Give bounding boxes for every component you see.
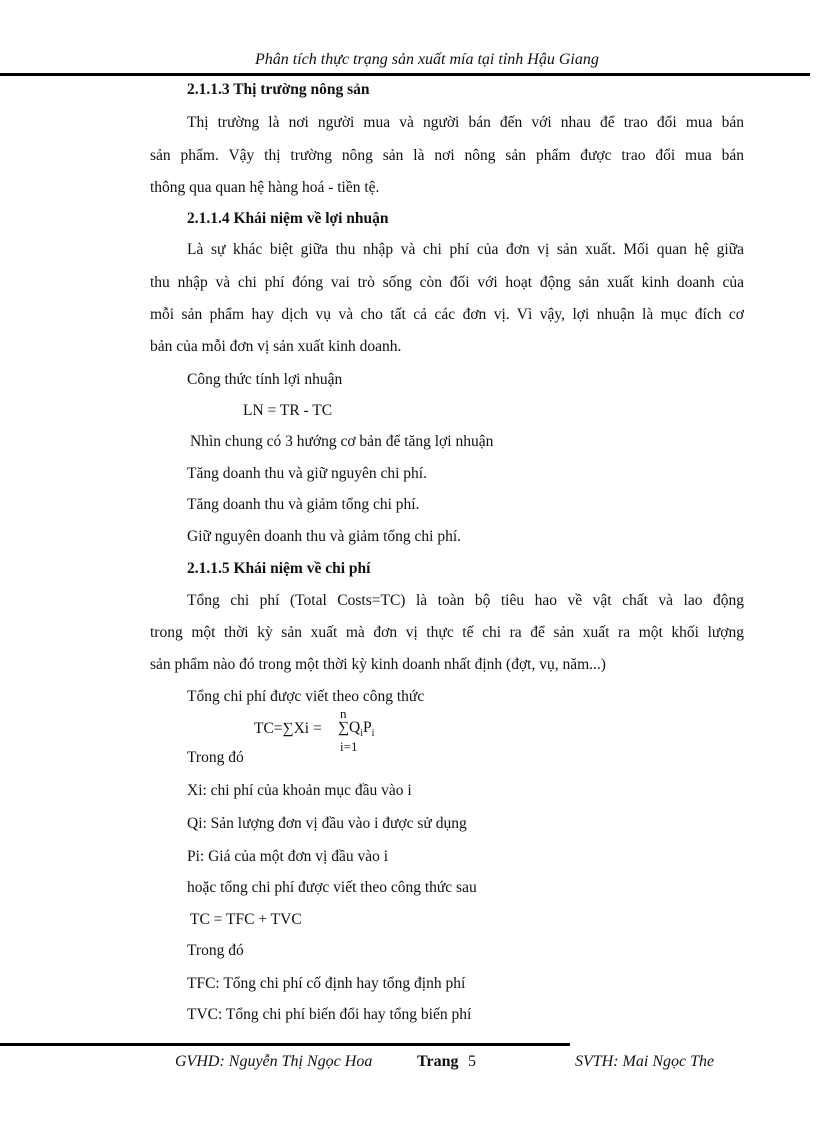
alt-cost-formula: TC = TFC + TVC [190, 911, 302, 928]
profit-formula: LN = TR - TC [243, 402, 333, 419]
definition-item: Xi: chi phí của khoản mục đầu vào i [187, 782, 412, 799]
header-divider [0, 73, 810, 76]
paragraph-line: trong một thời kỳ sản xuất mà đơn vị thực tế chi ra để sản xuất ra một khối lượng [150, 624, 744, 641]
cost-formula-label: Tổng chi phí được viết theo công thức [187, 688, 425, 705]
running-header-title: Phân tích thực trạng sản xuất mía tại tỉnh Hậu Giang [255, 51, 599, 68]
footer-student: SVTH: Mai Ngọc The [575, 1053, 715, 1070]
paragraph-line: thông qua quan hệ hàng hoá - tiền tệ. [150, 179, 380, 196]
paragraph-line: sản phẩm. Vậy thị trường nông sản là nơi nông sản phẩm được trao đổi mua bán [150, 147, 744, 164]
profit-formula-label: Công thức tính lợi nhuận [187, 371, 343, 388]
paragraph-line: Thị trường là nơi người mua và người bán đến với nhau để trao đổi mua bán [187, 114, 744, 131]
sum-symbol: ∑Q [338, 719, 361, 736]
paragraph-line: Tổng chi phí (Total Costs=TC) là toàn bộ tiêu hao về vật chất và lao động [187, 592, 744, 609]
section-heading-2-1-1-3: 2.1.1.3 Thị trường nông sản [187, 81, 370, 98]
profit-way-item: Tăng doanh thu và giảm tổng chi phí. [187, 496, 420, 513]
paragraph-line: thu nhập và chi phí đóng vai trò sống còn đối với hoạt động sản xuất kinh doanh của [150, 274, 744, 291]
footer-divider [0, 1043, 570, 1046]
definition-item: TFC: Tổng chi phí cố định hay tổng định phí [187, 975, 466, 992]
cost-formula-left: TC=∑Xi = [254, 720, 322, 737]
alt-formula-intro: hoặc tổng chi phí được viết theo công thức sau [187, 879, 477, 896]
section-heading-2-1-1-5: 2.1.1.5 Khái niệm về chi phí [187, 560, 371, 577]
footer-page-label: Trang [417, 1053, 459, 1070]
definition-item: Pi: Giá của một đơn vị đầu vào i [187, 848, 389, 865]
paragraph-line: bản của mỗi đơn vị sản xuất kinh doanh. [150, 338, 402, 355]
definition-item: TVC: Tổng chi phí biến đổi hay tổng biến phí [187, 1006, 472, 1023]
where-label: Trong đó [187, 749, 244, 766]
sum-subscript: i [371, 728, 375, 740]
paragraph-line: mỗi sản phẩm hay dịch vụ và cho tất cả các đơn vị. Vì vậy, lợi nhuận là mục đích cơ [150, 306, 744, 323]
paragraph-line: Là sự khác biệt giữa thu nhập và chi phí của đơn vị sản xuất. Mối quan hệ giữa [187, 241, 744, 258]
paragraph-line: sản phẩm nào đó trong một thời kỳ kinh doanh nhất định (đợt, vụ, năm...) [150, 656, 606, 673]
where-label: Trong đó [187, 942, 244, 959]
profit-way-item: Giữ nguyên doanh thu và giảm tổng chi phí. [187, 528, 462, 545]
sum-price: P [363, 719, 372, 736]
sum-expression [338, 719, 374, 739]
profit-way-item: Tăng doanh thu và giữ nguyên chi phí. [187, 465, 427, 482]
footer-page-number: 5 [468, 1053, 476, 1070]
profit-ways-intro: Nhìn chung có 3 hướng cơ bản để tăng lợi nhuận [190, 433, 494, 450]
footer-instructor: GVHD: Nguyễn Thị Ngọc Hoa [175, 1053, 373, 1070]
definition-item: Qi: Sản lượng đơn vị đầu vào i được sử dụng [187, 815, 467, 832]
sum-lower-limit: i=1 [340, 739, 358, 754]
sum-subscript: i [360, 728, 364, 740]
section-heading-2-1-1-4: 2.1.1.4 Khái niệm về lợi nhuận [187, 210, 389, 227]
sum-upper-limit: n [340, 706, 347, 721]
